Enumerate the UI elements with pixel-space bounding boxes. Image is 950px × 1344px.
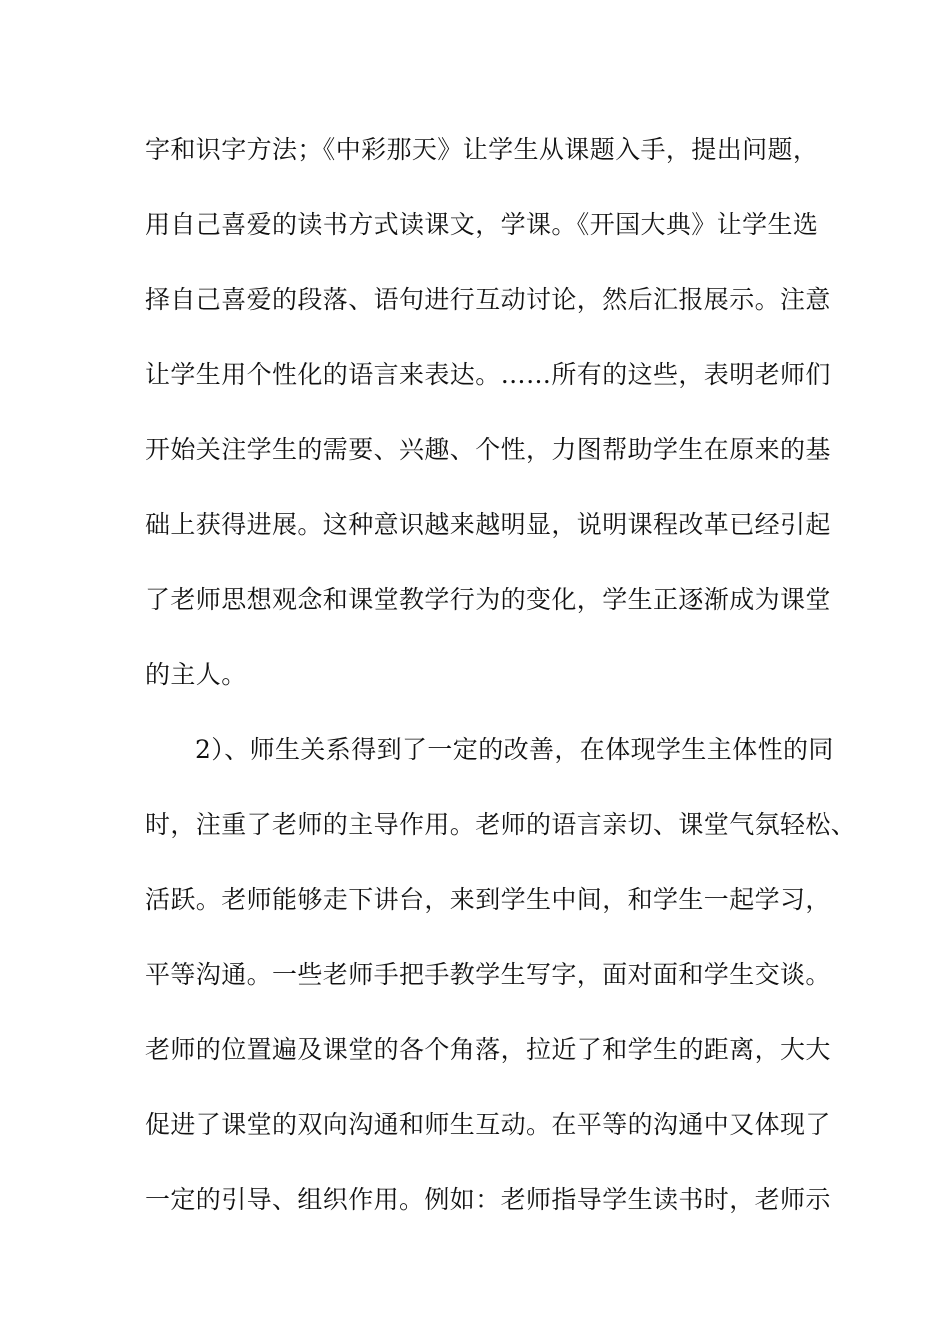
text-line: 平等沟通。一些老师手把手教学生写字，面对面和学生交谈。 (145, 960, 831, 989)
text-line: 让学生用个性化的语言来表达。……所有的这些，表明老师们 (145, 360, 831, 389)
text-line: 一定的引导、组织作用。例如：老师指导学生读书时，老师示 (145, 1185, 831, 1214)
text-line: 础上获得进展。这种意识越来越明显，说明课程改革已经引起 (145, 510, 831, 539)
text-line: 老师的位置遍及课堂的各个角落，拉近了和学生的距离，大大 (145, 1035, 831, 1064)
text-line: 字和识字方法；《中彩那天》让学生从课题入手，提出问题， (145, 135, 819, 164)
text-line: 的主人。 (145, 660, 247, 689)
text-line: 择自己喜爱的段落、语句进行互动讨论，然后汇报展示。注意 (145, 285, 831, 314)
text-line: 用自己喜爱的读书方式读课文，学课。《开国大典》让学生选 (145, 210, 819, 239)
text-line: 时，注重了老师的主导作用。老师的语言亲切、课堂气氛轻松、 (145, 810, 857, 839)
paragraph-first-line: 2）、师生关系得到了一定的改善，在体现学生主体性的同 (195, 735, 834, 764)
text-line: 活跃。老师能够走下讲台，来到学生中间，和学生一起学习， (145, 885, 831, 914)
text-line: 促进了课堂的双向沟通和师生互动。在平等的沟通中又体现了 (145, 1110, 831, 1139)
text-line: 开始关注学生的需要、兴趣、个性，力图帮助学生在原来的基 (145, 435, 831, 464)
text-line: 了老师思想观念和课堂教学行为的变化，学生正逐渐成为课堂 (145, 585, 831, 614)
